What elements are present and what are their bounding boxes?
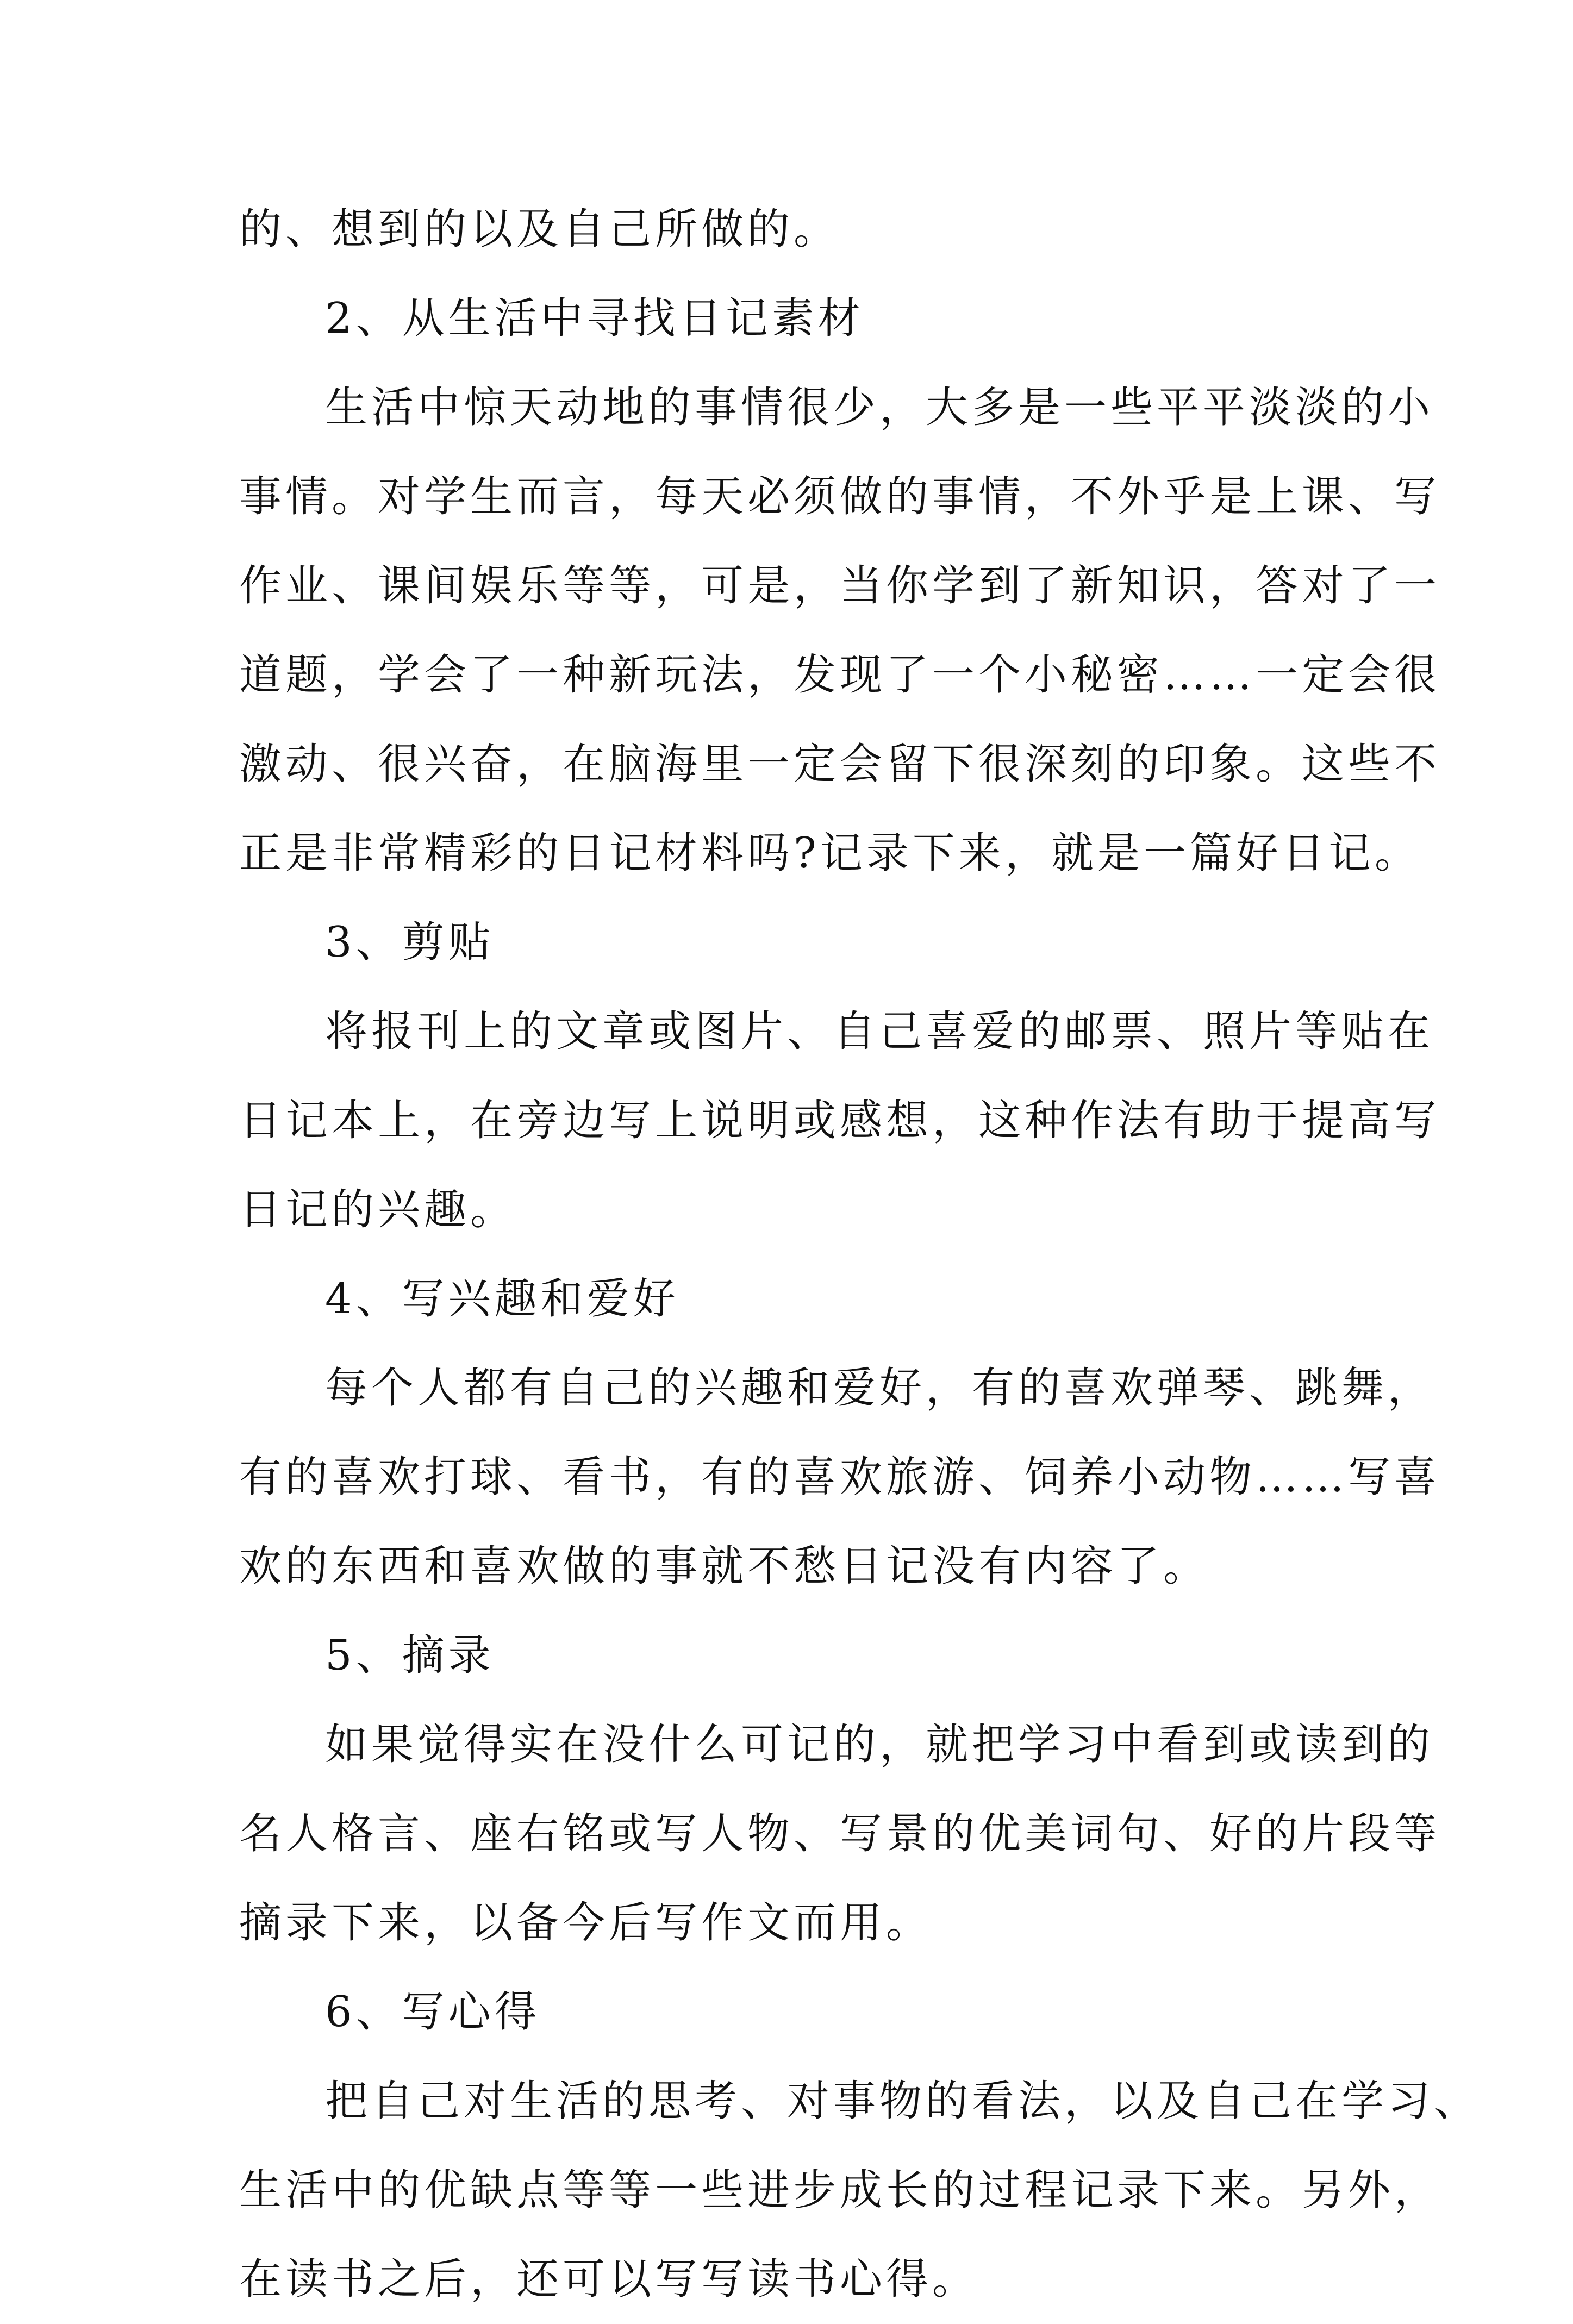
paragraph-line: 有的喜欢打球、看书，有的喜欢旅游、饲养小动物……写喜: [239, 1453, 1441, 1502]
paragraph-line: 在读书之后，还可以写写读书心得。: [239, 2255, 979, 2304]
paragraph-line: 的、想到的以及自己所做的。: [239, 205, 840, 254]
paragraph-line: 事情。对学生而言，每天必须做的事情，不外乎是上课、写: [239, 472, 1441, 521]
paragraph-line: 作业、课间娱乐等等，可是，当你学到了新知识，答对了一: [239, 561, 1441, 610]
document-body: [239, 185, 1481, 2324]
paragraph-line: 如果觉得实在没什么可记的，就把学习中看到或读到的: [325, 1720, 1434, 1769]
paragraph-line: 日记的兴趣。: [239, 1185, 517, 1234]
paragraph-line: 名人格言、座右铭或写人物、写景的优美词句、好的片段等: [239, 1809, 1441, 1858]
paragraph-line: 正是非常精彩的日记材料吗?记录下来，就是一篇好日记。: [239, 829, 1421, 878]
paragraph-line: 将报刊上的文章或图片、自己喜爱的邮票、照片等贴在: [325, 1007, 1434, 1056]
paragraph-line: 欢的东西和喜欢做的事就不愁日记没有内容了。: [239, 1542, 1210, 1591]
section-heading: 4、写兴趣和爱好: [325, 1275, 679, 1323]
paragraph-line: 每个人都有自己的兴趣和爱好，有的喜欢弹琴、跳舞，: [325, 1364, 1434, 1413]
section-heading: 5、摘录: [325, 1631, 495, 1680]
paragraph-line: 把自己对生活的思考、对事物的看法，以及自己在学习、: [325, 2077, 1481, 2126]
paragraph-line: 激动、很兴奋，在脑海里一定会留下很深刻的印象。这些不: [239, 740, 1441, 789]
paragraph-line: 摘录下来，以备今后写作文而用。: [239, 1898, 933, 1947]
section-heading: 3、剪贴: [325, 918, 495, 967]
paragraph-line: 生活中的优缺点等等一些进步成长的过程记录下来。另外，: [239, 2166, 1441, 2215]
paragraph-line: 生活中惊天动地的事情很少，大多是一些平平淡淡的小: [325, 383, 1434, 432]
section-heading: 6、写心得: [325, 1988, 541, 2036]
paragraph-line: 道题，学会了一种新玩法，发现了一个小秘密……一定会很: [239, 651, 1441, 699]
paragraph-line: 日记本上，在旁边写上说明或感想，这种作法有助于提高写: [239, 1096, 1441, 1145]
section-heading: 2、从生活中寻找日记素材: [325, 294, 864, 343]
